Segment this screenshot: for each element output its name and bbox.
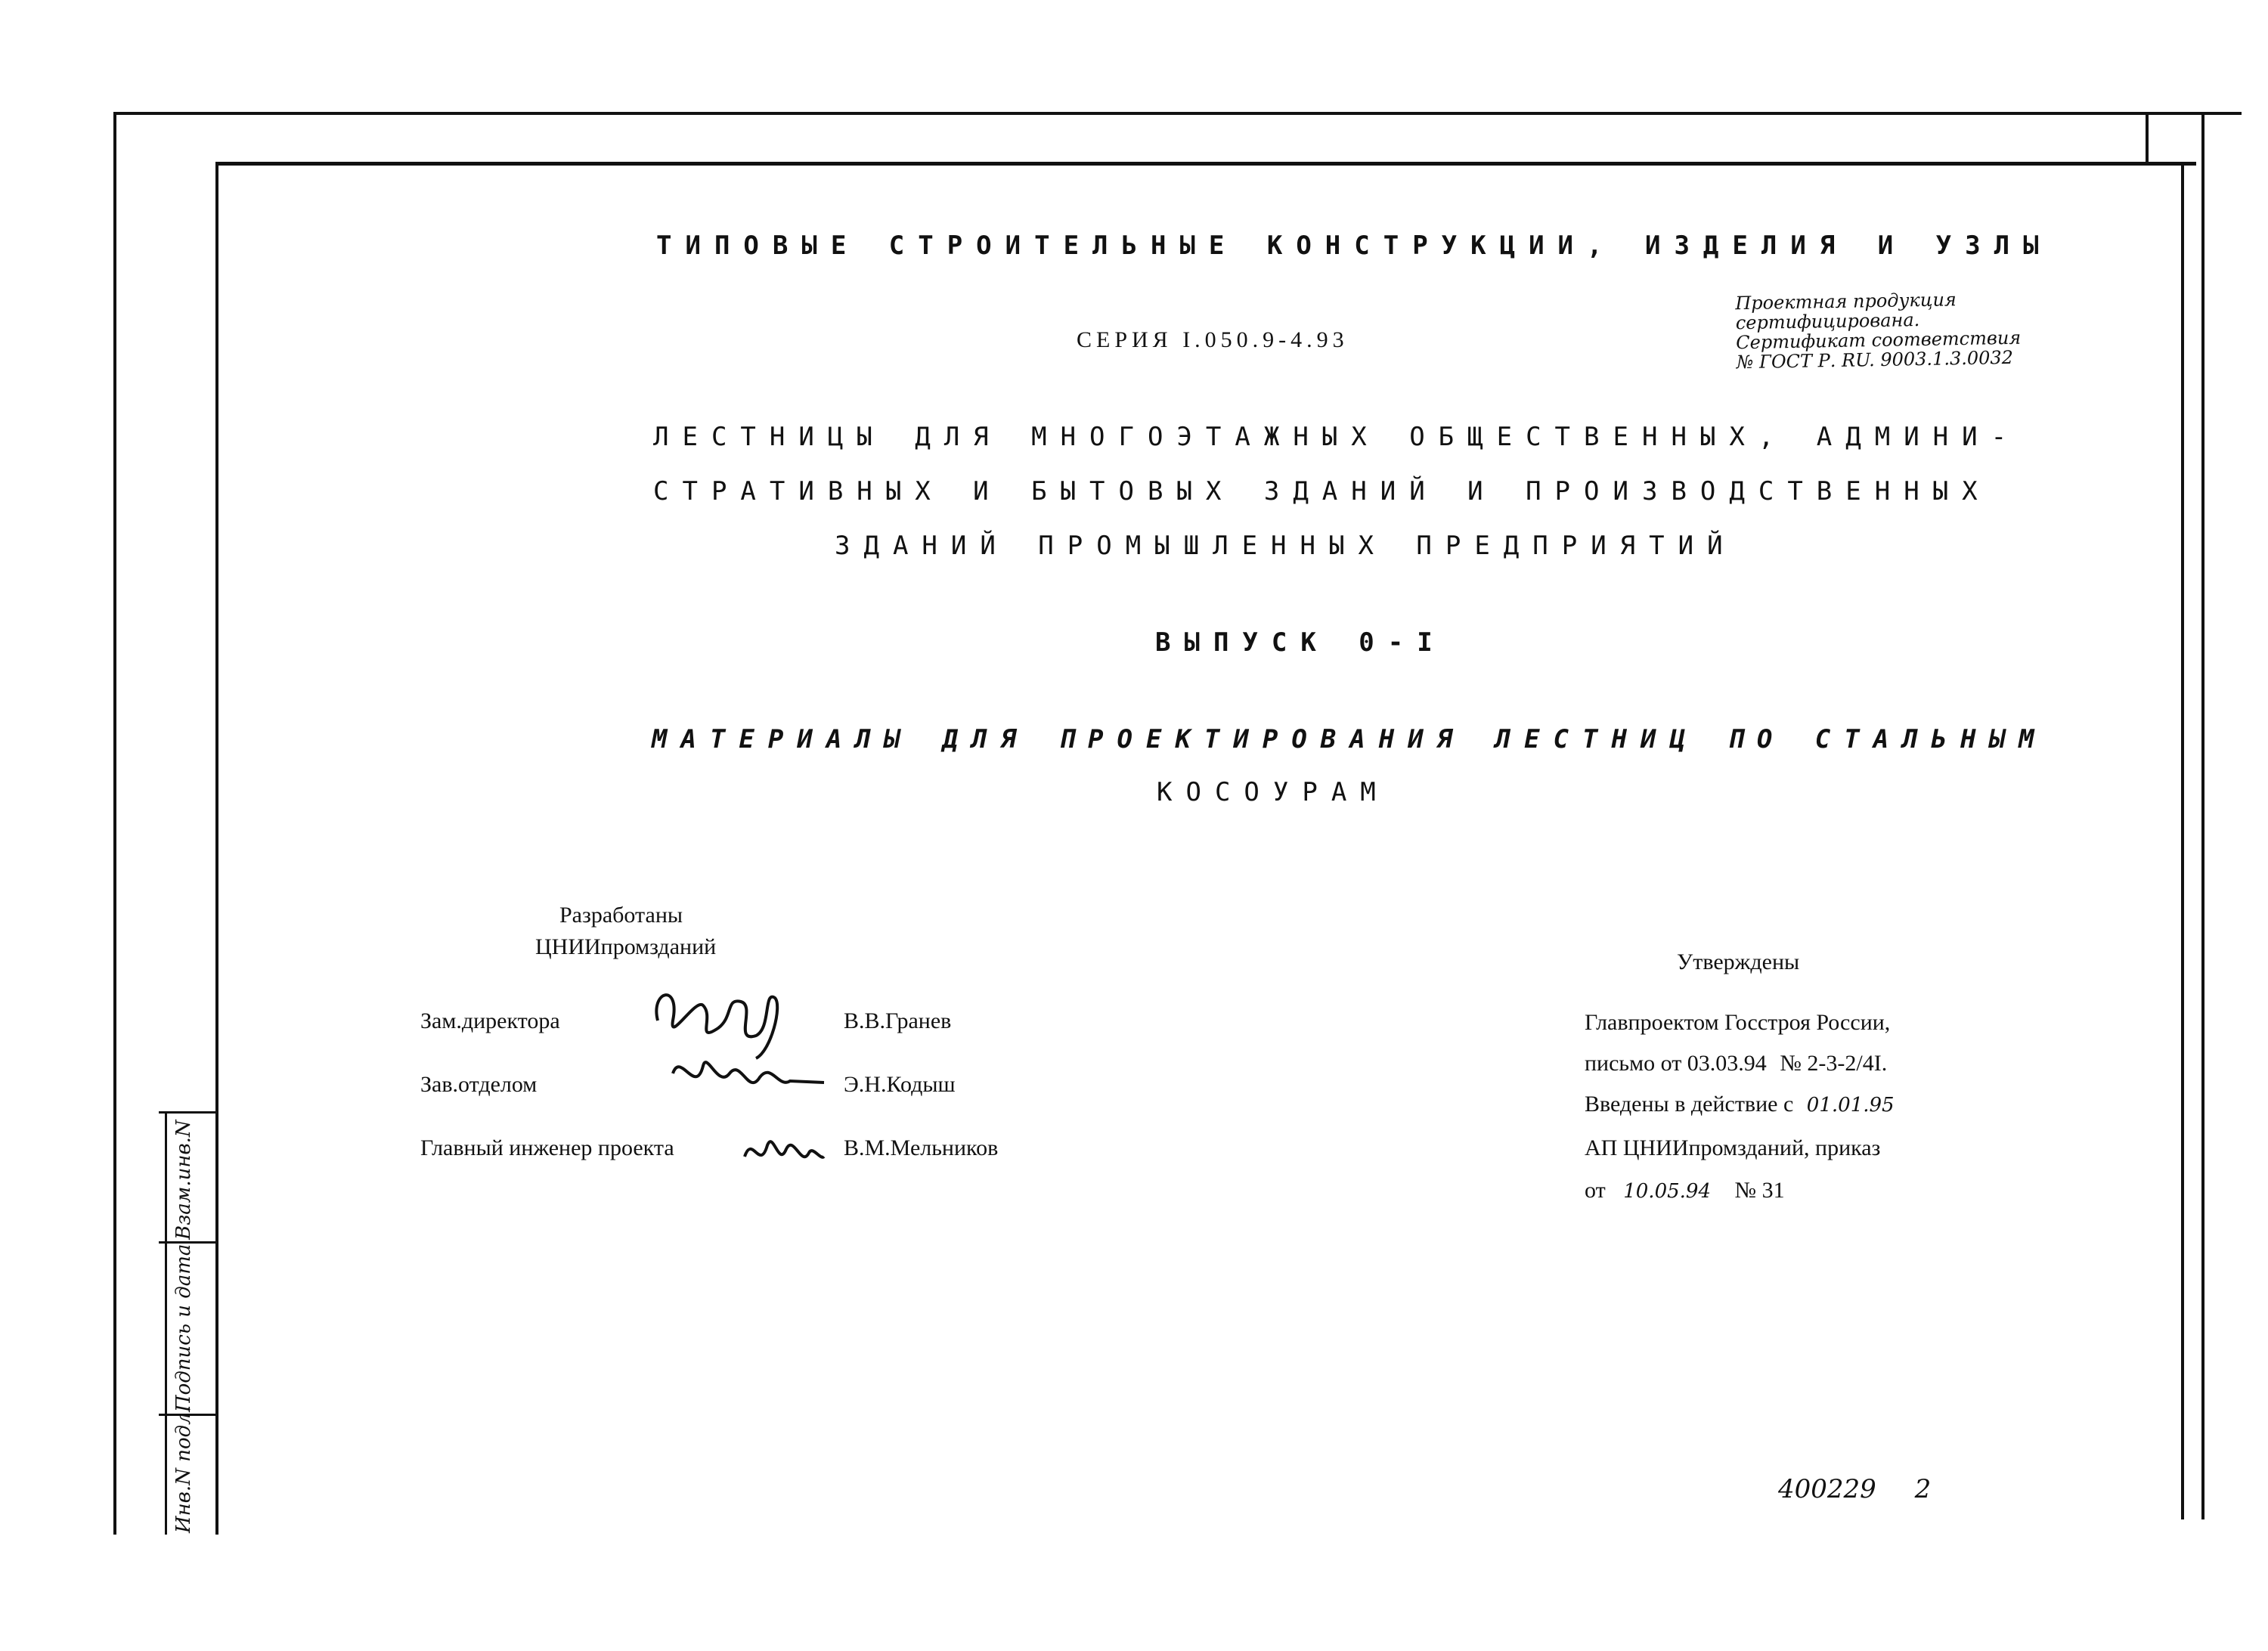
- approved-effective-date: 01.01.95: [1806, 1094, 1895, 1117]
- stamp-vzam: Взам.инв.N: [172, 1120, 195, 1240]
- approved-letter-date: письмо от 03.03.94: [1585, 1051, 1767, 1076]
- approved-order-no: № 31: [1734, 1178, 1785, 1203]
- approved-effective-label: Введены в действие с: [1585, 1092, 1794, 1117]
- person-3: В.М.Мельников: [844, 1135, 999, 1160]
- cert-line-3: Сертификат соответствия: [1736, 327, 2022, 354]
- approved-order-date: 10.05.94: [1623, 1180, 1711, 1203]
- approved-line-4: АП ЦНИИпромзданий, приказ: [1585, 1135, 1881, 1160]
- stamp-col-divider: [165, 1111, 167, 1535]
- desc-line-1: ЛЕСТНИЦЫ ДЛЯ МНОГОЭТАЖНЫХ ОБЩЕСТВЕННЫХ, АДМИНИ-: [653, 422, 2021, 452]
- frame-top-inner: [215, 162, 2196, 166]
- developed-label: Разработаны: [559, 903, 683, 928]
- frame-left-outer: [113, 113, 116, 1535]
- approved-line-2: [1585, 1051, 1887, 1076]
- frame-right-outer: [2201, 113, 2204, 1519]
- position-1: Зам.директора: [420, 1008, 560, 1033]
- stamp-row-2: [159, 1241, 218, 1244]
- frame-top-outer: [113, 112, 2242, 115]
- materials-line-2: КОСОУРАМ: [1157, 777, 1390, 807]
- frame-right-inner: [2181, 162, 2184, 1519]
- signature-melnikov: [737, 1126, 828, 1179]
- stamp-sign: Подпись и дата: [172, 1244, 195, 1412]
- person-1: В.В.Гранев: [844, 1008, 952, 1033]
- issue-number: ВЫПУСК 0-I: [1155, 627, 1446, 658]
- sheet-number: 2: [1914, 1474, 1932, 1504]
- document-number: [1778, 1474, 1931, 1504]
- cert-line-2: сертифицирована.: [1735, 309, 1920, 334]
- approved-letter-no: № 2-3-2/4I.: [1780, 1051, 1888, 1076]
- title-series: ТИПОВЫЕ СТРОИТЕЛЬНЫЕ КОНСТРУКЦИИ, ИЗДЕЛИЯ И УЗЛЫ: [656, 231, 2053, 261]
- approved-line-3: [1585, 1092, 1895, 1117]
- developed-org: ЦНИИпромзданий: [535, 934, 717, 959]
- person-2: Э.Н.Кодыш: [844, 1072, 956, 1097]
- frame-corner-top: [2146, 113, 2149, 163]
- approved-order-label: от: [1585, 1178, 1606, 1203]
- approved-line-1: Главпроектом Госстроя России,: [1585, 1010, 1891, 1035]
- series-number: СЕРИЯ I.050.9-4.93: [1077, 327, 1349, 352]
- position-3: Главный инженер проекта: [420, 1135, 674, 1160]
- approved-label: Утверждены: [1677, 949, 1800, 974]
- materials-line-1: МАТЕРИАЛЫ ДЛЯ ПРОЕКТИРОВАНИЯ ЛЕСТНИЦ ПО СТАЛЬНЫМ: [652, 724, 2048, 754]
- stamp-inv: Инв.N подл.: [172, 1406, 195, 1533]
- stamp-row-1: [159, 1111, 218, 1114]
- cert-line-1: Проектная продукция: [1735, 289, 1957, 314]
- desc-line-3: ЗДАНИЙ ПРОМЫШЛЕННЫХ ПРЕДПРИЯТИЙ: [835, 531, 1737, 561]
- doc-number: 400229: [1778, 1474, 1876, 1504]
- certification-note: [1735, 289, 2022, 373]
- frame-left-inner: [215, 162, 218, 1535]
- approved-line-5: [1585, 1178, 1785, 1203]
- signature-kodysh: [665, 1043, 832, 1111]
- desc-line-2: СТРАТИВНЫХ И БЫТОВЫХ ЗДАНИЙ И ПРОИЗВОДСТВЕННЫХ: [653, 476, 1991, 506]
- cert-line-4: № ГОСТ Р. RU. 9003.1.3.0032: [1736, 346, 2014, 373]
- position-2: Зав.отделом: [420, 1072, 538, 1097]
